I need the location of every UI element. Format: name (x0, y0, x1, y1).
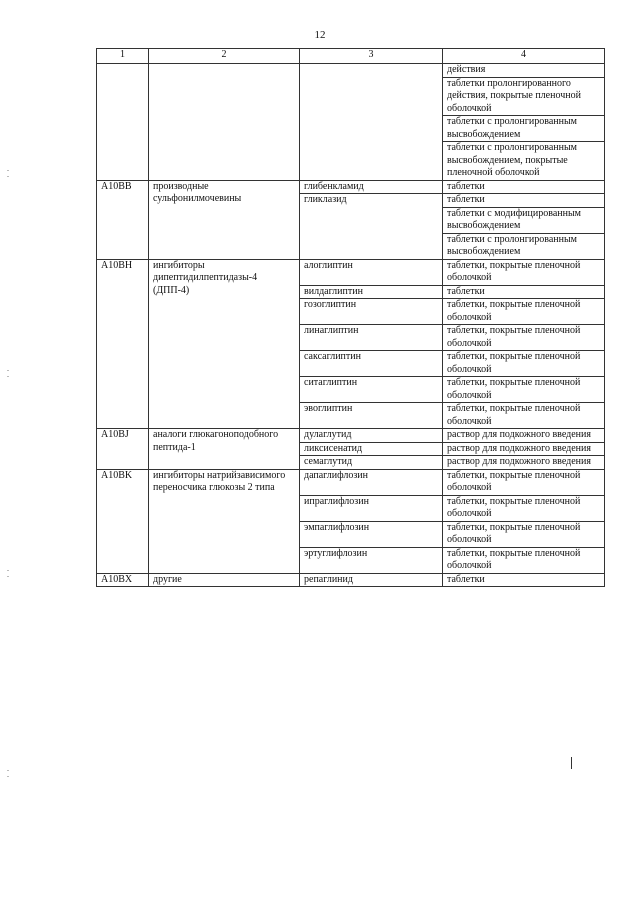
dosage-form: таблетки, покрытые пленочной оболочкой (443, 469, 605, 495)
dosage-form: таблетки пролонгированного действия, покрытые пленочной оболочкой (443, 77, 605, 116)
dosage-form: таблетки (443, 194, 605, 208)
atc-code: A10BK (97, 469, 149, 573)
dosage-form: таблетки (443, 285, 605, 299)
continuation-empty-code (97, 64, 149, 181)
drug-name: эвоглиптин (300, 403, 443, 429)
header-col-4: 4 (443, 49, 605, 64)
table-row (97, 469, 605, 495)
atc-code: A10BX (97, 573, 149, 587)
dosage-form: таблетки, покрытые пленочной оболочкой (443, 351, 605, 377)
dosage-form: таблетки с пролонгированным высвобождением (443, 233, 605, 259)
drug-name: глибенкламид (300, 180, 443, 194)
dosage-form: таблетки, покрытые пленочной оболочкой (443, 547, 605, 573)
dosage-form: таблетки, покрытые пленочной оболочкой (443, 259, 605, 285)
header-col-1: 1 (97, 49, 149, 64)
medication-table (96, 48, 605, 587)
drug-name: дулаглутид (300, 429, 443, 443)
scan-mark (571, 757, 572, 769)
dosage-form: таблетки (443, 573, 605, 587)
scan-margin-dots (7, 0, 9, 905)
drug-name: эмпаглифлозин (300, 521, 443, 547)
dosage-form: раствор для подкожного введения (443, 456, 605, 470)
table-header (97, 49, 605, 64)
dosage-form: таблетки (443, 180, 605, 194)
dosage-form: раствор для подкожного введения (443, 442, 605, 456)
drug-name: ипраглифлозин (300, 495, 443, 521)
dosage-form: таблетки с пролонгированным высвобождением, покрытые пленочной оболочкой (443, 142, 605, 181)
dosage-form: таблетки, покрытые пленочной оболочкой (443, 403, 605, 429)
drug-name: саксаглиптин (300, 351, 443, 377)
drug-name: репаглинид (300, 573, 443, 587)
table-row (97, 180, 605, 194)
table-row (97, 429, 605, 443)
table-row (97, 64, 605, 78)
group-name: другие (149, 573, 300, 587)
dosage-form: раствор для подкожного введения (443, 429, 605, 443)
group-name: ингибиторы дипептидилпептидазы-4 (ДПП-4) (149, 259, 300, 429)
table-row (97, 573, 605, 587)
drug-name: ликсисенатид (300, 442, 443, 456)
dosage-form: таблетки с пролонгированным высвобождением (443, 116, 605, 142)
drug-name: гликлазид (300, 194, 443, 260)
header-col-3: 3 (300, 49, 443, 64)
page-number: 12 (314, 29, 326, 41)
drug-name: гозоглиптин (300, 299, 443, 325)
dosage-form: таблетки, покрытые пленочной оболочкой (443, 521, 605, 547)
drug-name: дапаглифлозин (300, 469, 443, 495)
table-body (97, 64, 605, 587)
atc-code: A10BB (97, 180, 149, 259)
dosage-form: таблетки с модифицированным высвобождением (443, 207, 605, 233)
dosage-form: таблетки, покрытые пленочной оболочкой (443, 299, 605, 325)
drug-name: ситаглиптин (300, 377, 443, 403)
group-name: аналоги глюкагоноподобного пептида-1 (149, 429, 300, 470)
header-row (97, 49, 605, 64)
atc-code: A10BH (97, 259, 149, 429)
dosage-form: действия (443, 64, 605, 78)
dosage-form: таблетки, покрытые пленочной оболочкой (443, 325, 605, 351)
continuation-empty-drug (300, 64, 443, 181)
atc-code: A10BJ (97, 429, 149, 470)
dosage-form: таблетки, покрытые пленочной оболочкой (443, 377, 605, 403)
drug-name: алоглиптин (300, 259, 443, 285)
table-row (97, 259, 605, 285)
group-name: производные сульфонилмочевины (149, 180, 300, 259)
drug-name: семаглутид (300, 456, 443, 470)
drug-name: эртуглифлозин (300, 547, 443, 573)
header-col-2: 2 (149, 49, 300, 64)
drug-name: линаглиптин (300, 325, 443, 351)
dosage-form: таблетки, покрытые пленочной оболочкой (443, 495, 605, 521)
drug-name: вилдаглиптин (300, 285, 443, 299)
continuation-empty-group (149, 64, 300, 181)
group-name: ингибиторы натрийзависимого переносчика глюкозы 2 типа (149, 469, 300, 573)
